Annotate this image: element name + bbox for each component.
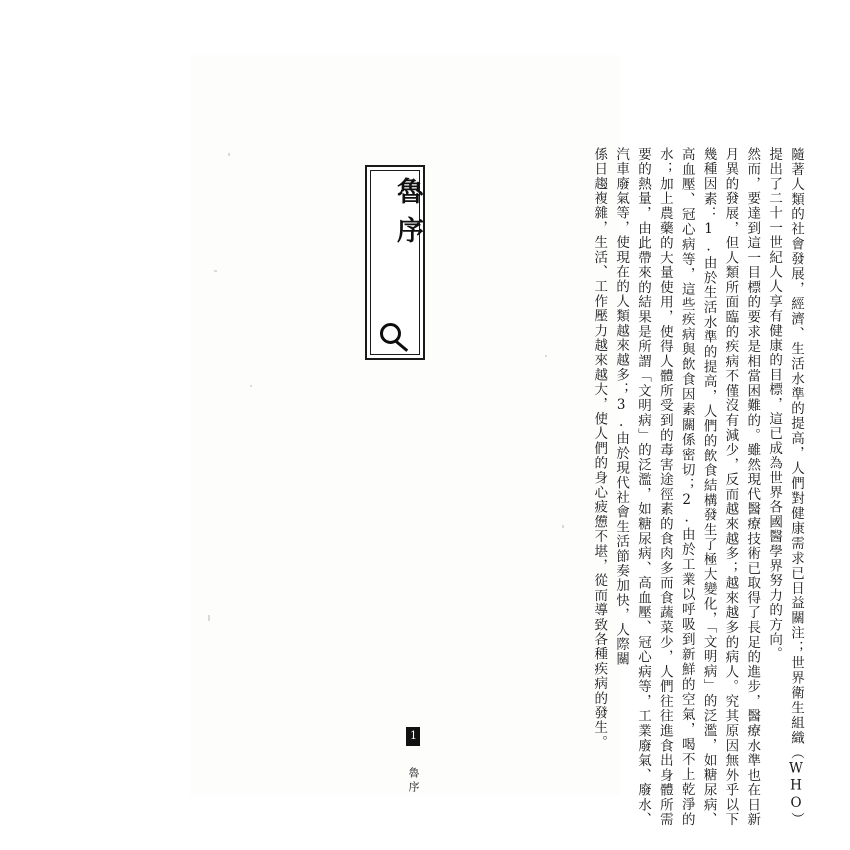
scan-speck xyxy=(250,385,252,387)
page-number: 1 xyxy=(407,729,420,744)
scanned-page-area xyxy=(190,55,804,827)
paragraph: 係日趨複雜，生活、工作壓力越來越大，使人們的身心疲憊不堪，從而導致各種疾病的發生。 xyxy=(591,147,608,750)
page-footer xyxy=(395,727,421,817)
scan-speck xyxy=(208,615,210,621)
page-title: 魯序 xyxy=(392,177,423,255)
body-text xyxy=(386,147,806,827)
scan-speck xyxy=(214,270,217,272)
running-head: 魯序 xyxy=(407,767,420,795)
scan-speck xyxy=(228,153,230,156)
paragraph: 隨著人類的社會發展，經濟、生活水準的提高，人們對健康需求已日益關注；世界衛生組織（WHO）提出了二十一世紀人人享有健康的目標，這已成為世界各國醫學界努力的方向。 xyxy=(766,147,804,827)
paragraph: 然而，要達到這一目標的要求是相當困難的。雖然現代醫療技術已取得了長足的進步，醫療水準也在日新月異的發展，但人類所面臨的疾病不僅沒有減少，反而越來越多；越來越多的病人。究其原因無外乎以下幾種因素：1.由於生活水準的提高，人們的飲食結構發生了極大變化，「文明病」的泛濫，如糖尿病、高血壓、冠心病等，這些疾病與飲食因素關係密切；2.由於工業以呼吸到新鮮的空氣，喝不上乾淨的水；加上農藥的大量使用，使得人體所受到的毒害途徑素的食肉多而食蔬菜少，人們往往進食出身體所需要的熱量，由此帶來的結果是所謂「文明病」的泛濫，如糖尿病、高血壓、冠心病等，工業廢氣、廢水、汽車廢氣等，使現在的人類越來越多；3.由於現代社會生活節奏加快，人際關 xyxy=(613,147,761,827)
